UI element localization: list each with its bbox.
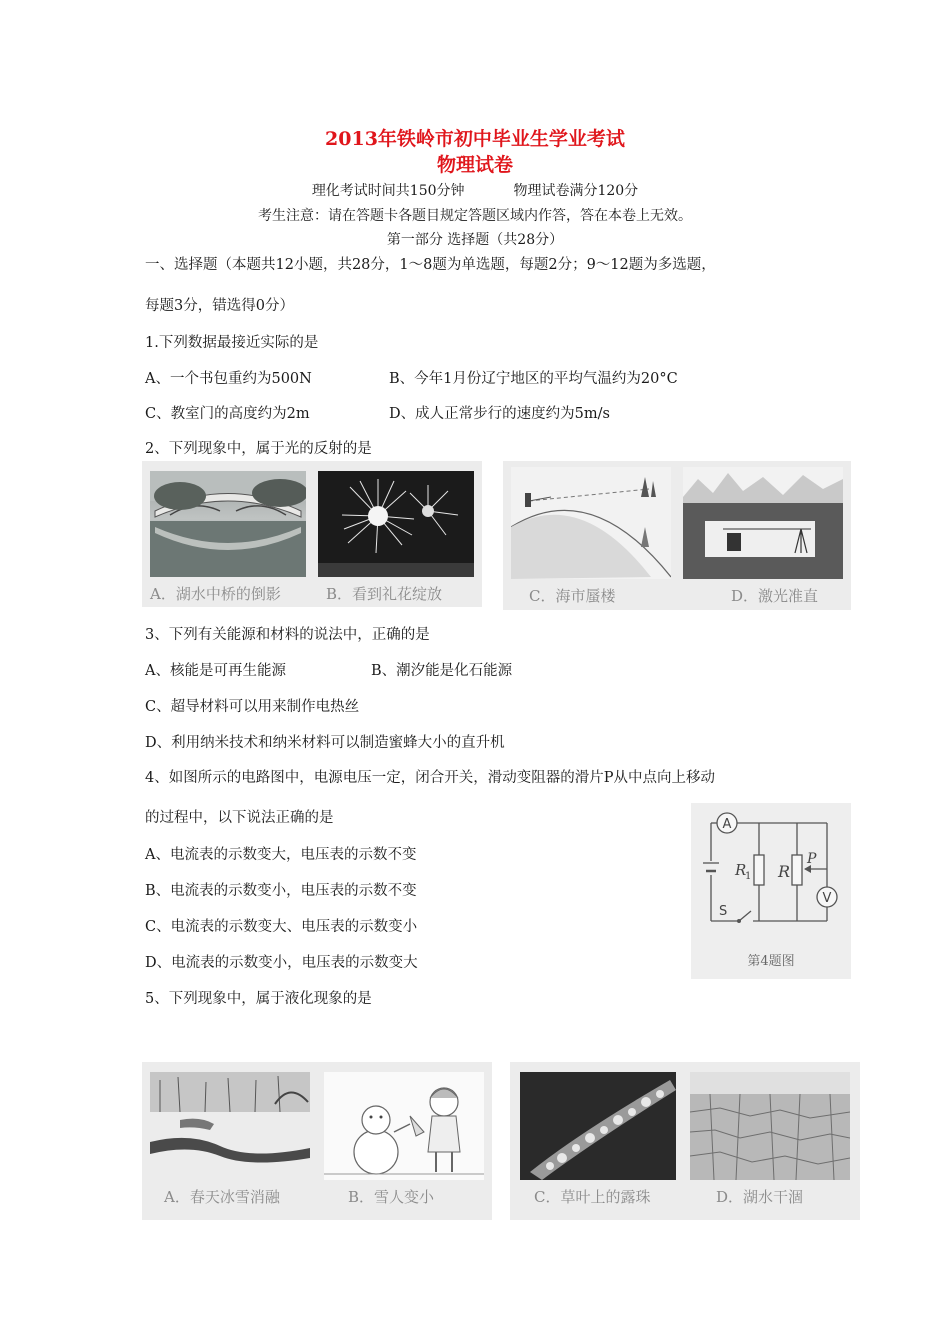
q3-option-b: B、潮汐能是化石能源 (371, 663, 513, 679)
q5-caption-d: D．湖水干涸 (716, 1188, 804, 1206)
ammeter-label: A (722, 817, 732, 832)
q1-option-b: B、今年1月份辽宁地区的平均气温约为20°C (389, 371, 678, 387)
q5-caption-c: C．草叶上的露珠 (534, 1188, 651, 1206)
q1-option-a: A、一个书包重约为500N (145, 371, 312, 387)
r1-subscript: 1 (745, 871, 752, 882)
q2-figure-left (142, 461, 482, 607)
q4-option-c: C、电流表的示数变大、电压表的示数变小 (145, 919, 418, 935)
exam-title: 2013年铁岭市初中毕业生学业考试 (325, 128, 625, 150)
exam-notice: 考生注意：请在答题卡各题目规定答题区域内作答，答在本卷上无效。 (258, 208, 692, 224)
q2-caption-d: D．激光准直 (731, 587, 819, 605)
q1-stem: 1.下列数据最接近实际的是 (145, 335, 319, 351)
fireworks-photo (318, 471, 474, 577)
exam-subtitle: 物理试卷 (436, 154, 513, 176)
r-label: R (778, 862, 791, 881)
q1-option-c: C、教室门的高度约为2m (145, 406, 310, 422)
mirage-diagram (511, 467, 671, 579)
r1-label: R (735, 861, 747, 879)
q2-caption-b: B．看到礼花绽放 (326, 585, 443, 603)
q2-stem: 2、下列现象中，属于光的反射的是 (145, 441, 372, 457)
section-intro-line2: 每题3分，错选得0分） (145, 298, 294, 314)
q4-option-b: B、电流表的示数变小，电压表的示数不变 (145, 883, 417, 899)
section-intro-line1: 一、选择题（本题共12小题，共28分，1～8题为单选题，每题2分；9～12题为多选题， (145, 257, 716, 273)
bridge-reflection-photo (150, 471, 306, 577)
dewdrops-photo (520, 1072, 676, 1180)
q2-caption-c: C．海市蜃楼 (529, 587, 616, 605)
q4-circuit-figure (691, 803, 851, 979)
q5-caption-b: B．雪人变小 (348, 1188, 435, 1206)
laser-alignment-diagram (683, 467, 843, 579)
q3-option-d: D、利用纳米技术和纳米材料可以制造蜜蜂大小的直升机 (145, 735, 505, 751)
q3-option-a: A、核能是可再生能源 (145, 663, 286, 679)
exam-time: 理化考试时间共150分钟 (311, 183, 465, 199)
q4-stem-line1: 4、如图所示的电路图中，电源电压一定，闭合开关，滑动变阻器的滑片P从中点向上移动 (145, 770, 715, 786)
exam-info (0, 180, 950, 200)
q3-stem: 3、下列有关能源和材料的说法中，正确的是 (145, 627, 430, 643)
q3-option-c: C、超导材料可以用来制作电热丝 (145, 699, 360, 715)
q1-option-d: D、成人正常步行的速度约为5m/s (389, 406, 610, 422)
part-heading: 第一部分 选择题（共28分） (386, 232, 564, 248)
melting-snow-photo (150, 1072, 310, 1180)
q4-stem-line2: 的过程中，以下说法正确的是 (145, 810, 334, 826)
q4-option-a: A、电流表的示数变大，电压表的示数不变 (145, 847, 417, 863)
snowman-illustration (324, 1072, 484, 1180)
q5-caption-a: A．春天冰雪消融 (164, 1188, 280, 1206)
q5-stem: 5、下列现象中，属于液化现象的是 (145, 991, 372, 1007)
p-label: P (807, 851, 817, 867)
q5-figure-right (510, 1062, 860, 1220)
switch-label: S (719, 904, 728, 919)
q2-figure-right (503, 461, 851, 610)
voltmeter-label: V (822, 891, 832, 906)
dried-lake-photo (690, 1072, 850, 1180)
q2-caption-a: A．湖水中桥的倒影 (150, 585, 281, 603)
rheostat-icon (792, 855, 802, 885)
circuit-caption: 第4题图 (747, 954, 795, 969)
exam-score: 物理试卷满分120分 (513, 183, 639, 199)
resistor-r1-icon (754, 855, 764, 885)
q5-figure-left (142, 1062, 492, 1220)
circuit-diagram (691, 803, 851, 979)
q4-option-d: D、电流表的示数变小，电压表的示数变大 (145, 955, 418, 971)
